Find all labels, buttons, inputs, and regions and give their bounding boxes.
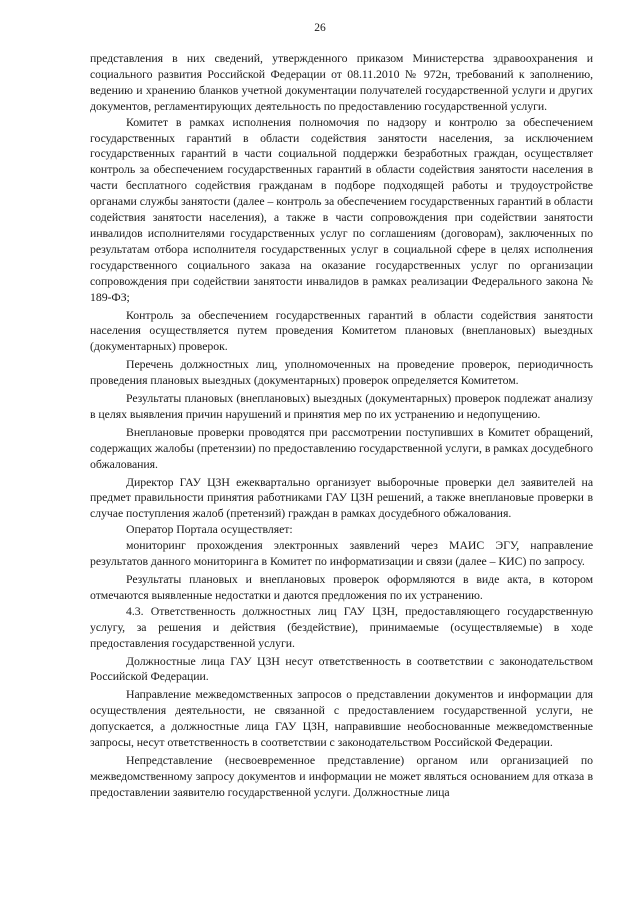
paragraph-interagency-requests: Направление межведомственных запросов о представлении документов и информации для осуществления деятельности, не связанной с предоставлением государственной услуги, не допускается, а должностные лица ГАУ ЦЗН, направившие необоснованные межведомственные запросы, несут ответственность в соответствии с законодательством Российской Федерации.: [90, 687, 593, 750]
paragraph-committee-oversight: Комитет в рамках исполнения полномочия по надзору и контролю за обеспечением государственных гарантий в области содействия занятости населения, за исключением государственных гарантий в части социальной поддержки безработных граждан, осуществляет контроль за обеспечением государственных гарантий в области содействия занятости населения в части бесплатного содействия гражданам в подборе подходящей работы и трудоустройстве органами службы занятости (далее – контроль за обеспечением государственных гарантий в области содействия занятости населения), а также в части сопровождения при содействии занятости инвалидов исполнителями государственных услуг по соглашениям (договорам), заключенных по результатам отбора исполнителя государственных услуг в социальной сфере в целях исполнения государственного социального заказа на оказание государственных услуг по организации сопровождения при содействии занятости инвалидов в рамках реализации Федерального закона № 189-ФЗ;: [90, 114, 593, 304]
paragraph-portal-operator: Оператор Портала осуществляет:: [126, 522, 293, 537]
paragraph-officials-list: Перечень должностных лиц, уполномоченных на проведение проверок, периодичность проведения плановых выездных (документарных) проверок определяется Комитетом.: [90, 357, 593, 388]
page-number: 26: [314, 22, 326, 34]
paragraph-inspection-results: Результаты плановых (внеплановых) выездных (документарных) проверок подлежат анализу в целях выявления причин нарушений и принятия мер по их устранению и недопущению.: [90, 391, 593, 421]
paragraph-director-checks: Директор ГАУ ЦЗН ежеквартально организует выборочные проверки дел заявителей на предмет правильности принятия работниками ГАУ ЦЗН решений, а также внеплановые проверки в случае поступления жалоб (претензий) граждан в рамках досудебного обжалования.: [90, 474, 593, 521]
paragraph-intro-continuation: представления в них сведений, утвержденного приказом Министерства здравоохранения и социального развития Российской Федерации от 08.11.2010 № 972н, требований к заполнению, ведению и хранению бланков учетной документации получателей государственной услуги и других документов, регламентирующих деятельность по предоставлению государственной услуги.: [90, 51, 593, 113]
paragraph-inspection-act: Результаты плановых и внеплановых проверок оформляются в виде акта, в котором отмечаются выявленные недостатки и даются предложения по их устранению.: [90, 572, 593, 602]
paragraph-unscheduled-inspections: Внеплановые проверки проводятся при рассмотрении поступивших в Комитет обращений, содержащих жалобы (претензии) по предоставлению государственной услуги, в рамках досудебного обжалования.: [90, 424, 593, 471]
paragraph-officials-liability: Должностные лица ГАУ ЦЗН несут ответственность в соответствии с законодательством Российской Федерации.: [90, 653, 593, 684]
document-body: [90, 51, 593, 801]
paragraph-control-method: Контроль за обеспечением государственных гарантий в области содействия занятости населения осуществляется путем проведения Комитетом плановых (внеплановых) выездных (документарных) проверок.: [90, 307, 593, 354]
paragraph-monitoring: мониторинг прохождения электронных заявлений через МАИС ЭГУ, направление результатов данного мониторинга в Комитет по информатизации и связи (далее – КИС) по запросу.: [90, 538, 593, 569]
paragraph-nonprovision: Непредставление (несвоевременное представление) органом или организацией по межведомственному запросу документов и информации не может являться основанием для отказа в предоставлении заявителю государственной услуги. Должностные лица: [90, 752, 593, 799]
paragraph-section-4-3-heading: 4.3. Ответственность должностных лиц ГАУ ЦЗН, предоставляющего государственную услугу, за решения и действия (бездействие), принимаемые (осуществляемые) в ходе предоставления государственной услуги.: [90, 603, 593, 650]
